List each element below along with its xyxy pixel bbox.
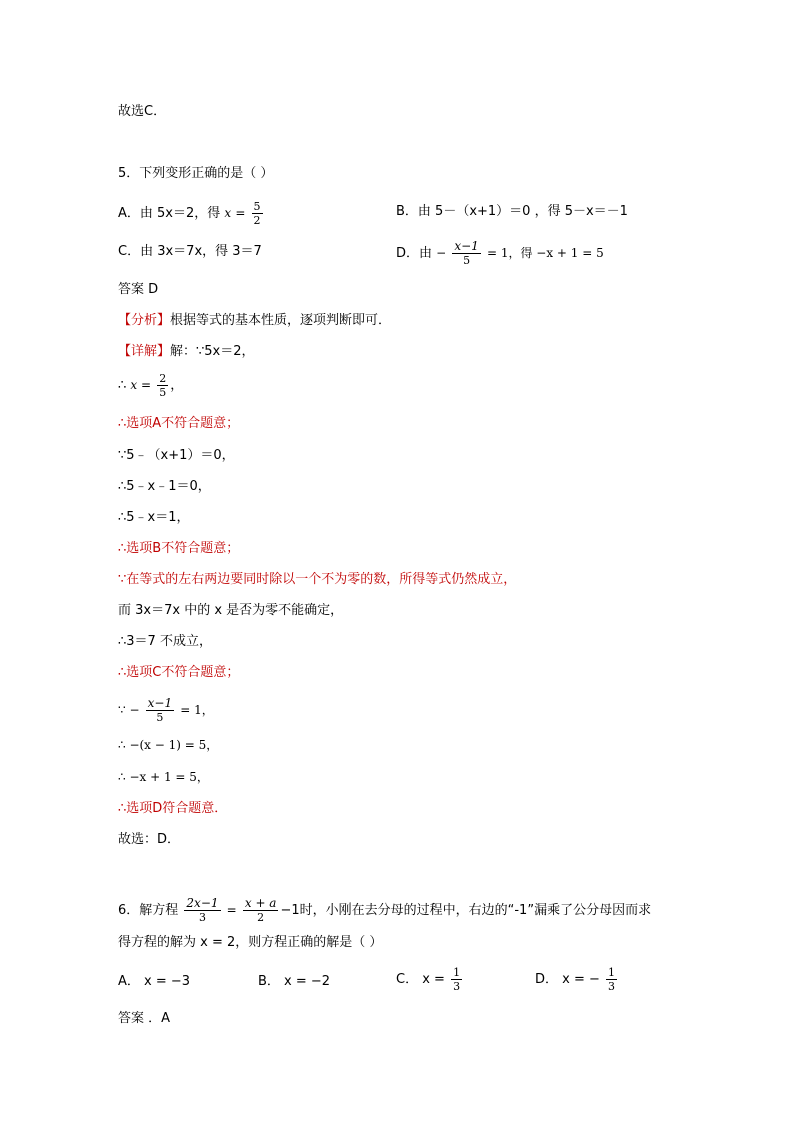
q6-stem-post: −1时，小刚在去分母的过程中，右边的“-1”漏乘了公分母因而求 (280, 903, 652, 918)
q6-fraction-left (184, 897, 220, 924)
step-fraction (157, 372, 168, 399)
q6-option-a: A． x = −3 (118, 974, 191, 989)
q5-option-a-var: x (224, 206, 232, 220)
fraction-denominator: 5 (159, 386, 167, 399)
step-tail: = 1， (180, 703, 214, 717)
q6-stem (118, 897, 651, 924)
q5-step-10: ∴选项C不符合题意； (118, 665, 240, 680)
detail-text: 解：∵5x＝2， (170, 344, 255, 359)
q5-step-8: 而 3x＝7x 中的 x 是否为零不能确定， (118, 603, 344, 618)
q6-option-c (396, 966, 464, 993)
q6-option-c-text: C． x = (396, 972, 445, 987)
q5-step-14: ∴选项D符合题意． (118, 801, 228, 816)
q5-step-11 (118, 697, 214, 724)
analysis-text: 根据等式的基本性质，逐项判断即可． (170, 313, 392, 328)
q5-step-12: ∴ −(x − 1) = 5， (118, 738, 219, 752)
q6-stem-pre: 6．解方程 (118, 903, 179, 918)
q5-option-a-eq: = (235, 206, 246, 220)
q6-option-d-text: D． x = − (535, 972, 600, 987)
q5-step-5: ∴5﹣x＝1， (118, 510, 190, 525)
q6-option-d-fraction (606, 966, 617, 993)
fraction-denominator: 5 (156, 711, 164, 724)
q5-option-c: C．由 3x＝7x，得 3＝7 (118, 244, 262, 259)
fraction-denominator: 5 (463, 254, 471, 267)
fraction-numerator: x−1 (454, 239, 479, 253)
fraction-numerator: x−1 (147, 696, 173, 710)
q5-step-13: ∴ −x + 1 = 5， (118, 770, 209, 784)
q5-option-d (396, 240, 604, 267)
q5-step-6: ∴选项B不符合题意； (118, 541, 240, 556)
step-punct: ， (170, 378, 184, 393)
q5-step-4: ∴5﹣x﹣1＝0， (118, 479, 211, 494)
q5-detail-start (118, 342, 255, 362)
q5-conclusion: 故选：D． (118, 832, 181, 847)
fraction-denominator: 2 (257, 911, 265, 924)
fraction-denominator: 3 (198, 911, 206, 924)
fraction-denominator: 2 (253, 214, 261, 227)
fraction-numerator: 5 (253, 200, 261, 213)
q5-option-d-tail: = 1，得 −x + 1 = 5 (486, 246, 604, 260)
q5-option-d-fraction (452, 240, 480, 267)
q6-option-c-fraction (451, 966, 462, 993)
q5-analysis (118, 311, 391, 331)
q6-fraction-right (243, 897, 279, 924)
q6-option-b: B． x = −2 (258, 974, 331, 989)
q6-answer: 答案 ．A (118, 1011, 171, 1026)
fraction-numerator: 2x−1 (186, 896, 219, 910)
step-var: x = (130, 378, 152, 392)
q5-option-a (118, 200, 265, 227)
step-fraction (146, 697, 174, 724)
fraction-numerator: 2 (159, 372, 167, 385)
analysis-tag: 【分析】 (118, 313, 171, 328)
q5-option-d-neg: − (436, 246, 447, 260)
detail-tag: 【详解】 (118, 344, 171, 359)
q5-option-d-text: D．由 (396, 246, 433, 261)
q6-stem-line2: 得方程的解为 x = 2，则方程正确的解是（ ） (118, 935, 383, 950)
step-symbol: ∵ − (118, 703, 140, 717)
q5-option-a-fraction (252, 200, 263, 227)
q6-option-d (535, 966, 619, 993)
fraction-numerator: 1 (453, 966, 461, 979)
q5-step-3: ∵5﹣（x+1）＝0， (118, 448, 235, 463)
q5-step-9: ∴3＝7 不成立， (118, 634, 212, 649)
q5-stem: 5．下列变形正确的是（ ） (118, 166, 274, 181)
q5-option-a-text: A．由 5x＝2，得 (118, 206, 221, 221)
q5-step-7: ∵在等式的左右两边要同时除以一个不为零的数，所得等式仍然成立， (118, 572, 517, 587)
q5-step-1 (118, 372, 183, 399)
fraction-denominator: 3 (453, 980, 461, 993)
fraction-numerator: x + a (244, 896, 277, 910)
q5-step-2: ∴选项A不符合题意； (118, 416, 240, 431)
q5-answer: 答案 D (118, 282, 159, 297)
step-symbol: ∴ (118, 378, 127, 393)
prev-conclusion: 故选C． (118, 104, 167, 119)
q5-option-b: B．由 5－（x+1）＝0 ，得 5－x＝－1 (396, 204, 628, 219)
fraction-denominator: 3 (608, 980, 616, 993)
fraction-numerator: 1 (608, 966, 616, 979)
q6-eq: = (226, 903, 237, 917)
